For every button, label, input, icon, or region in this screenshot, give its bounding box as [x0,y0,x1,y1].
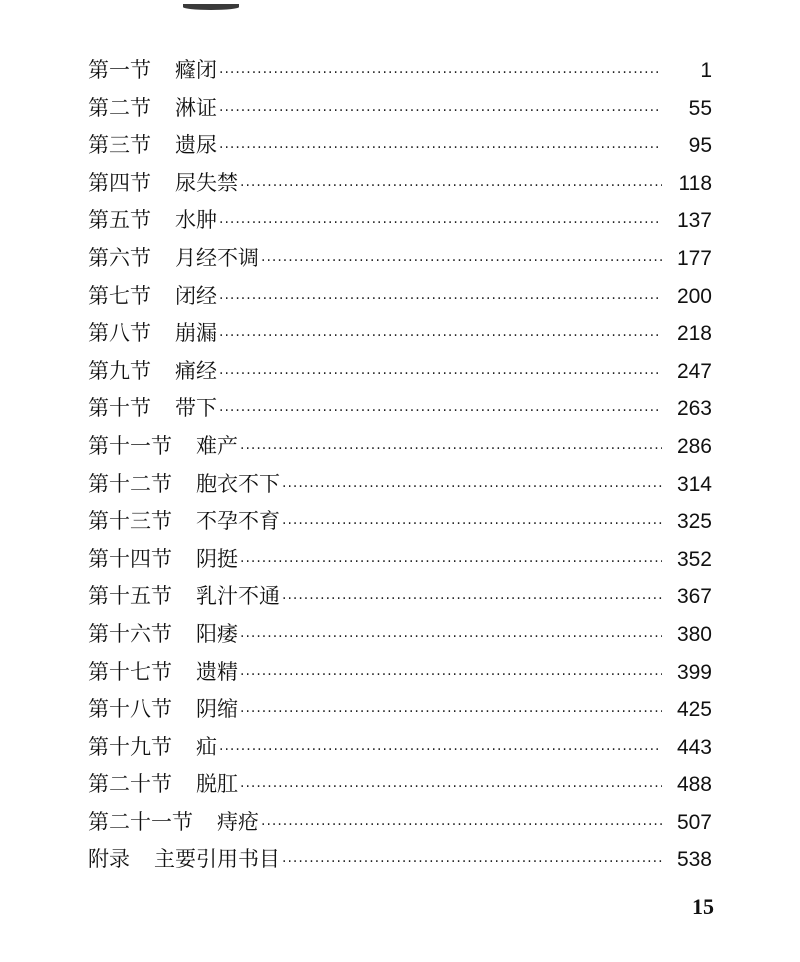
toc-entry [88,54,712,92]
toc-entry [88,280,712,318]
dot-leader [282,855,662,869]
toc-entry [88,768,712,806]
toc-page-number: 286 [676,434,712,458]
toc-page-number: 314 [676,472,712,496]
toc-entry [88,618,712,656]
toc-page-number: 380 [676,622,712,646]
toc-title: 不孕不育 [196,509,280,534]
toc-page-number: 218 [676,322,712,346]
toc-section-label: 第二节 [88,95,151,120]
toc-section-label: 第十二节 [88,471,172,496]
toc-title: 阳痿 [196,621,238,646]
dot-leader [219,216,662,230]
toc-entry [88,355,712,393]
toc-section-label: 第十九节 [88,734,172,759]
toc-entry [88,317,712,355]
dot-leader [261,818,662,832]
toc-section-label: 第十五节 [88,584,172,609]
toc-page-number: 200 [676,284,712,308]
toc-title: 主要引用书目 [154,847,280,872]
toc-title: 带下 [175,396,217,421]
toc-page-number: 263 [676,397,712,421]
toc-section-label: 第十三节 [88,509,172,534]
toc-section-label: 第十八节 [88,697,172,722]
toc-page-number: 538 [676,848,712,872]
dot-leader [240,179,662,193]
toc-entry [88,392,712,430]
toc-page-number: 488 [676,773,712,797]
toc-title: 崩漏 [175,321,217,346]
toc-section-label: 第四节 [88,170,151,195]
dot-leader [219,104,662,118]
dot-leader [240,668,662,682]
toc-entry [88,543,712,581]
toc-title: 痔疮 [217,809,259,834]
toc-page-number: 399 [676,660,712,684]
dot-leader [282,517,662,531]
toc-title: 乳汁不通 [196,584,280,609]
toc-entry [88,656,712,694]
toc-page-number: 177 [676,246,712,270]
toc-title: 闭经 [175,283,217,308]
toc-page-number: 137 [676,209,712,233]
toc-entry [88,693,712,731]
toc-page-number: 425 [676,698,712,722]
toc-page-number: 325 [676,510,712,534]
toc-title: 遗尿 [175,133,217,158]
toc-section-label: 第八节 [88,321,151,346]
toc-title: 阴挺 [196,546,238,571]
toc-page-number: 507 [676,810,712,834]
scan-mark [183,4,239,10]
dot-leader [219,329,662,343]
toc-section-label: 第十六节 [88,621,172,646]
dot-leader [219,743,662,757]
toc-title: 阴缩 [196,697,238,722]
toc-entry [88,731,712,769]
toc-entry [88,129,712,167]
toc-title: 胞衣不下 [196,471,280,496]
toc-section-label: 第六节 [88,245,151,270]
toc-entry [88,806,712,844]
toc-entry [88,167,712,205]
dot-leader [240,630,662,644]
toc-page-number: 95 [688,134,712,158]
page-number: 15 [692,894,714,919]
dot-leader [219,292,662,306]
toc-entry [88,580,712,618]
dot-leader [282,592,662,606]
dot-leader [240,442,662,456]
toc-title: 月经不调 [175,245,259,270]
toc-section-label: 第二十节 [88,772,172,797]
toc-section-label: 第九节 [88,358,151,383]
toc-page-number: 55 [688,96,712,120]
toc-title: 难产 [196,433,238,458]
toc-entry [88,204,712,242]
dot-leader [219,66,662,80]
toc-page-number: 367 [676,585,712,609]
toc-entry [88,468,712,506]
toc-entry [88,92,712,130]
dot-leader [261,254,662,268]
dot-leader [219,141,662,155]
dot-leader [219,367,662,381]
toc-section-label: 第十四节 [88,546,172,571]
toc-title: 尿失禁 [175,170,238,195]
toc-title: 痛经 [175,358,217,383]
dot-leader [240,555,662,569]
toc-title: 淋证 [175,95,217,120]
dot-leader [219,404,662,418]
toc-entry [88,505,712,543]
toc-entry [88,430,712,468]
toc-section-label: 第一节 [88,58,151,82]
toc-title: 遗精 [196,659,238,684]
dot-leader [240,780,662,794]
toc-section-label: 第二十一节 [88,809,193,834]
toc-title: 脱肛 [196,772,238,797]
toc-page-number: 118 [678,171,712,195]
toc-page-number: 1 [700,59,712,82]
toc-section-label: 第十节 [88,396,151,421]
toc-page-number: 443 [676,735,712,759]
toc-section-label: 第十七节 [88,659,172,684]
toc-section-label: 第三节 [88,133,151,158]
dot-leader [240,705,662,719]
toc-page-number: 352 [676,547,712,571]
toc-entry [88,843,712,881]
toc-title: 癃闭 [175,58,217,82]
toc-section-label: 第五节 [88,208,151,233]
table-of-contents [88,54,712,881]
dot-leader [282,480,662,494]
toc-entry [88,242,712,280]
toc-title: 水肿 [175,208,217,233]
toc-section-label: 第七节 [88,283,151,308]
toc-page-number: 247 [676,359,712,383]
toc-section-label: 附录 [88,847,130,872]
toc-section-label: 第十一节 [88,433,172,458]
toc-title: 疝 [196,734,217,759]
